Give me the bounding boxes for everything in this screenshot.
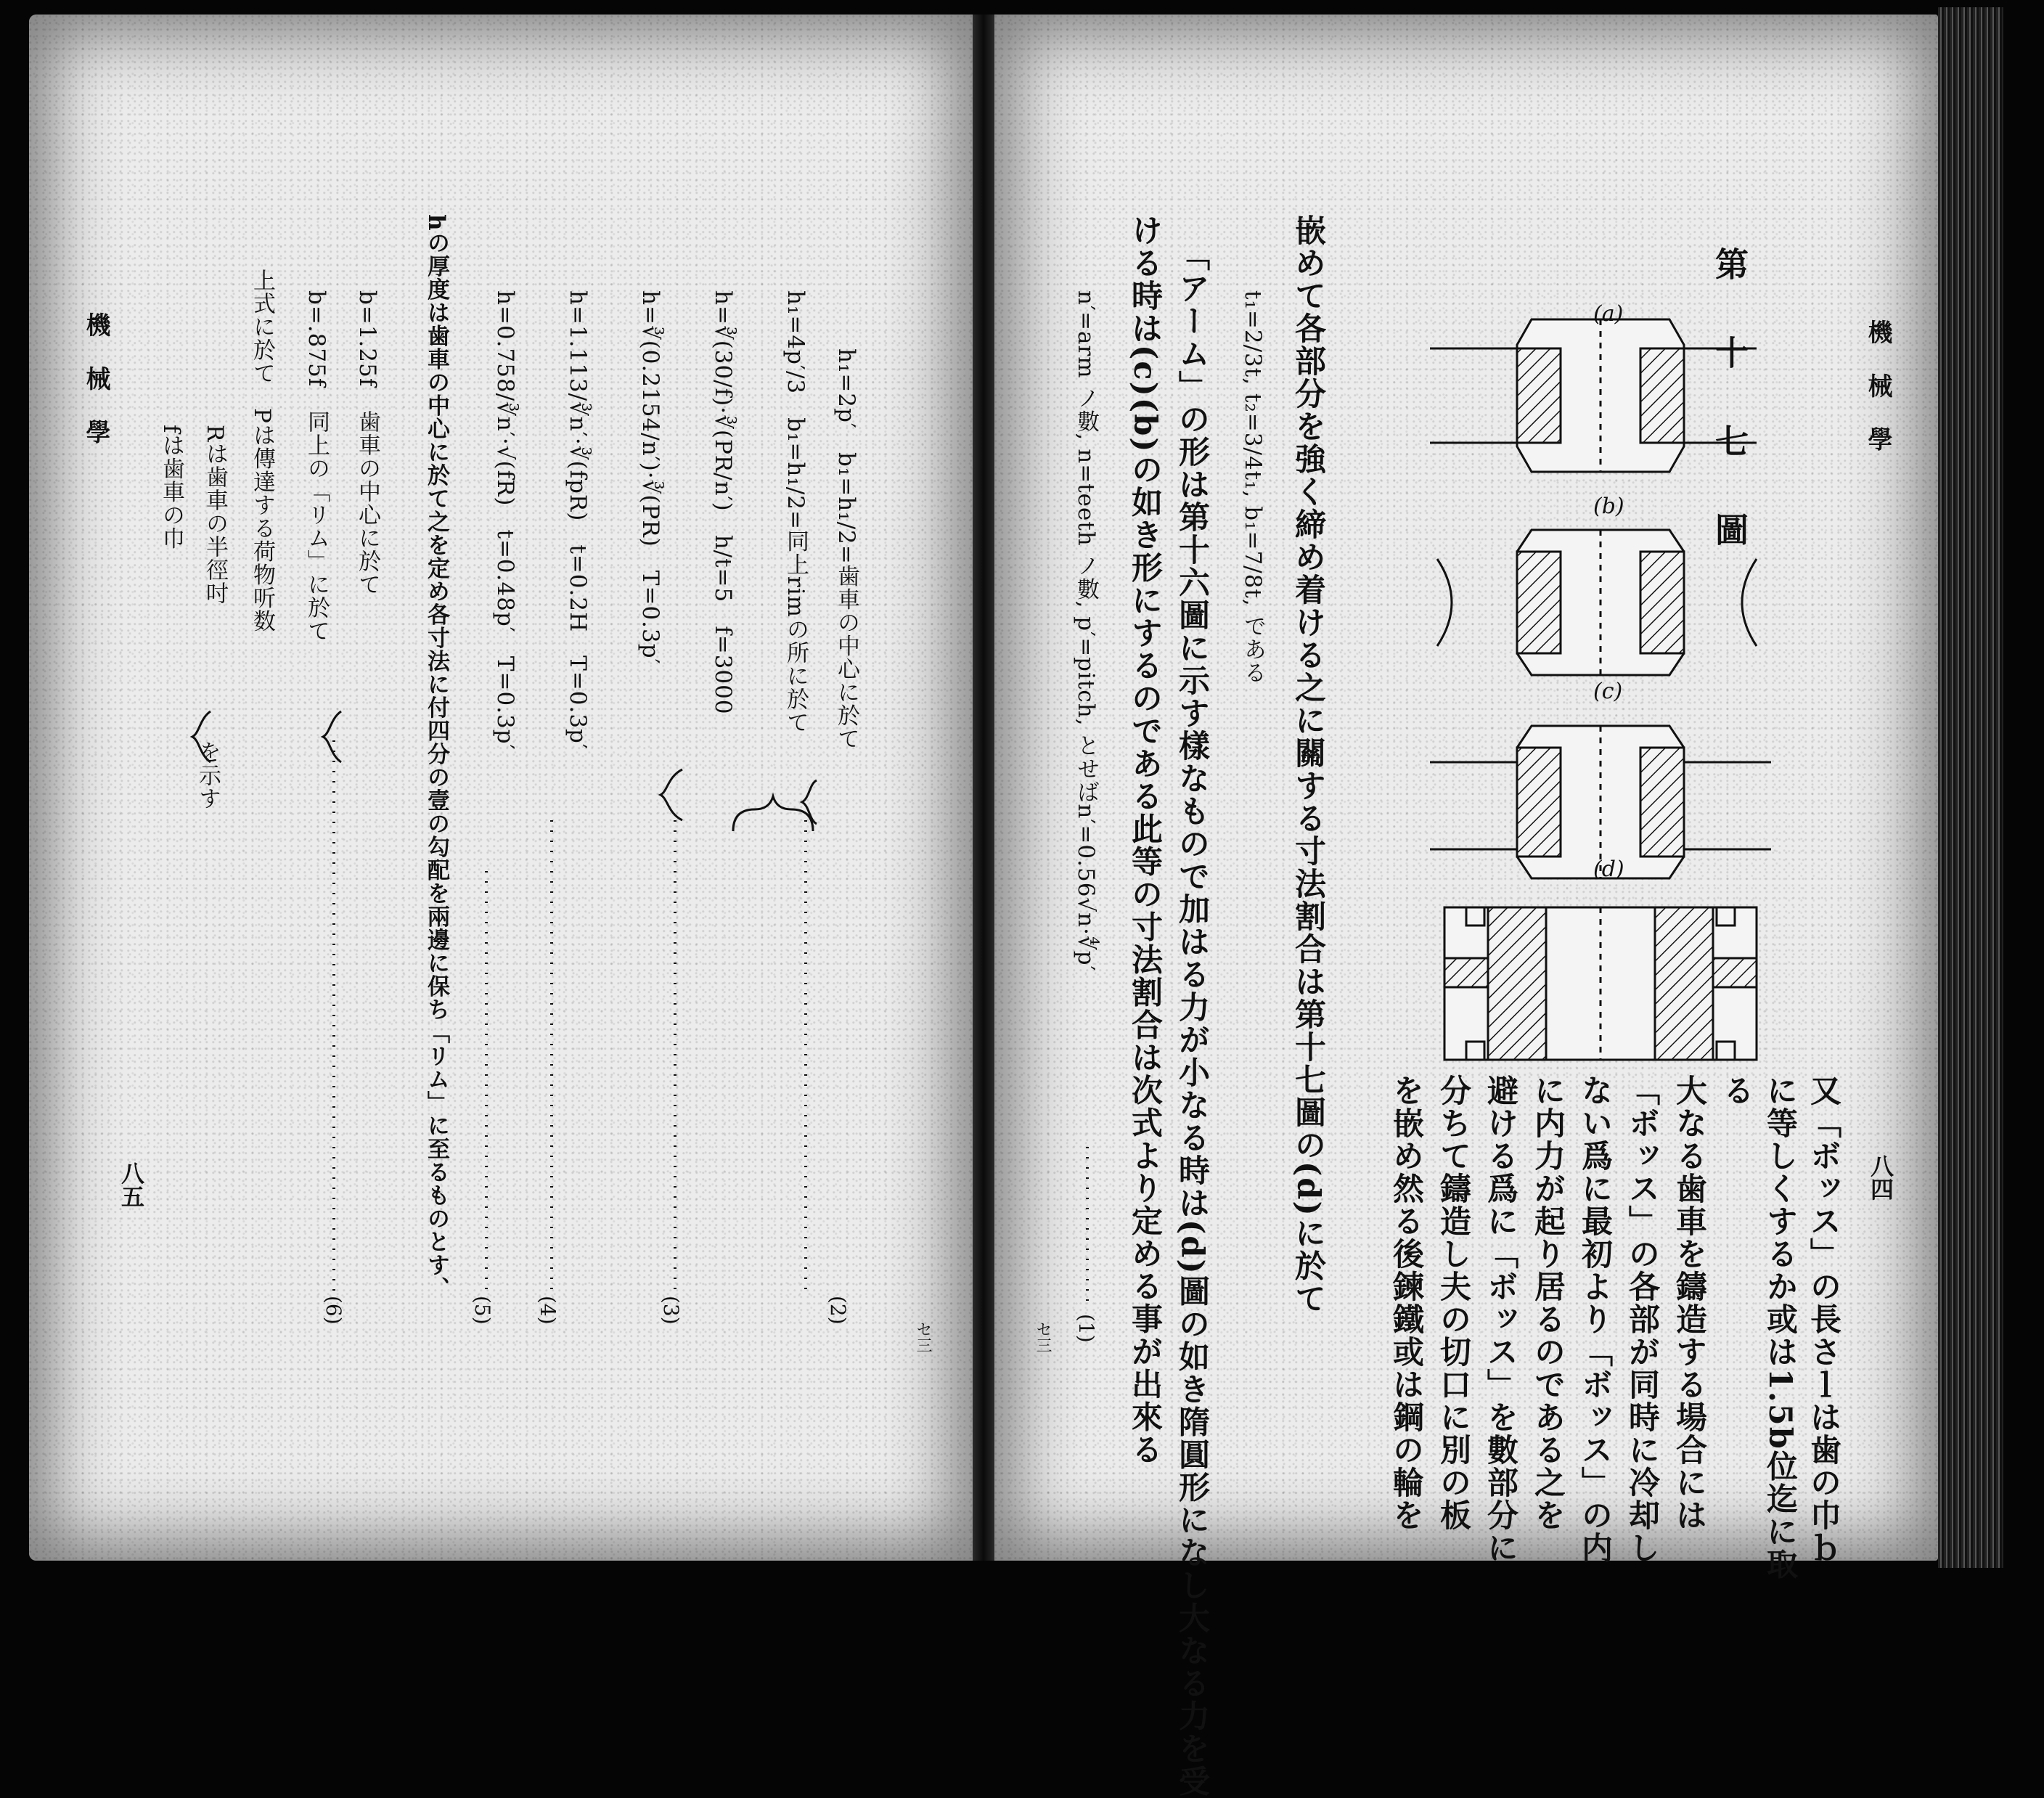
side-paragraph-line-7: に内力が起り居るのである之を	[1529, 1074, 1566, 1532]
right-running-header: 機 械 學	[1863, 319, 1892, 462]
formula-line-4: h=∛(0.2154/n′)·∛(PR) T=0.3p′	[637, 290, 663, 665]
formula-line-8: b=1.25f 歯車の中心に於て	[354, 290, 380, 597]
formula-line-2: h₁=4p′/3 b₁=h₁/2=同上rimの所に於て	[782, 290, 809, 735]
figure-label-a: (a)	[1593, 301, 1624, 327]
left-page-number: 八五	[118, 1161, 145, 1208]
main-paragraph-line-3: 「アーム」の形は第十六圖に示す樣なもので加はる力が小なる時は(d)圖の如き隋圓形になし大なる力を受	[1174, 240, 1210, 1798]
formula-line-1: h₁=2p′ b₁=h₁/2=歯車の中心に於て	[833, 348, 859, 751]
side-paragraph-line-5: 「ボッス」の各部が同時に冷却し	[1624, 1074, 1660, 1564]
book-spine	[973, 15, 994, 1561]
formula-line-7: hの厚度は歯車の中心に於て之を定め各寸法に付四分の壹の勾配を兩邊に保ち「リム」に至るものとす、	[423, 214, 449, 1300]
right-margin-annotation: セ三	[1034, 1321, 1052, 1353]
side-paragraph-line-9: 分ちて鑄造し夫の切口に別の板	[1435, 1074, 1471, 1532]
formula-line-10: 上式に於て Pは傳達する荷物听数	[249, 269, 275, 633]
left-page	[29, 15, 973, 1561]
formula-line-12: fは歯車の巾	[158, 425, 184, 550]
margin-annotation: セ三	[914, 1321, 932, 1353]
brace-note: を示す	[195, 740, 221, 810]
equation-number-3: (3)	[659, 1296, 683, 1325]
main-paragraph-line-4: ける時は(c)(b)の如き形にするのである此等の寸法割合は次式より定める事が出來る	[1127, 214, 1163, 1466]
side-paragraph-line-8: 避ける爲に「ボッス」を數部分に	[1482, 1074, 1518, 1564]
formula-line-6: h=0.758/∛n′·√(fR) t=0.48p′ T=0.3p′	[492, 290, 518, 751]
formula-line-11: Rは歯車の半徑吋	[202, 425, 228, 605]
brace-c	[323, 711, 341, 762]
main-paragraph-line-1: 嵌めて各部分を強く締め着ける之に關する寸法割合は第十七圖の(d)に於て	[1290, 214, 1326, 1315]
formula-line-9: b=.875f 同上の「リム」に於て	[303, 290, 330, 643]
right-leader-dots	[994, 15, 1938, 1561]
side-paragraph-line-3: る	[1718, 1074, 1754, 1107]
figure-label-d: (d)	[1593, 857, 1624, 882]
figure-label-c: (c)	[1593, 679, 1623, 704]
equation-number-2: (2)	[826, 1296, 850, 1325]
main-paragraph-line-5: n′=arm ノ數, n=teeth ノ數, p′=pitch, とせばn′=0.56√n·∜p′	[1073, 290, 1099, 972]
equation-number-4: (4)	[536, 1296, 560, 1325]
figure-title: 第 十 七 圖	[1710, 247, 1749, 568]
equation-number-5: (5)	[470, 1296, 494, 1325]
side-paragraph-line-6: ない爲に最初より「ボッス」の内	[1577, 1074, 1613, 1564]
side-paragraph-line-2: に等しくするか或は1.5b位迄に取	[1762, 1074, 1798, 1581]
right-page-number: 八四	[1867, 1154, 1894, 1201]
main-paragraph-line-2: t₁=2/3t, t₂=3/4t₁, b₁=7/8t, である	[1240, 290, 1266, 685]
left-running-header: 機 械 學	[81, 312, 110, 454]
equation-number-1: (1)	[1074, 1314, 1098, 1343]
book-page-edges	[1938, 7, 2003, 1568]
brace-b	[661, 769, 682, 820]
side-paragraph-line-4: 大なる歯車を鑄造する場合には	[1671, 1074, 1707, 1532]
formula-line-5: h=1.113/∛n′·∛(fpR) t=0.2H T=0.3p′	[565, 290, 591, 750]
side-paragraph-line-1: 又「ボッス」の長さｌは歯の巾ｂ	[1805, 1074, 1841, 1564]
left-braces-and-leaders	[29, 15, 973, 1561]
equation-number-6: (6)	[322, 1296, 346, 1325]
figure-label-b: (b)	[1593, 494, 1624, 519]
formula-line-3: h=∛(30/f)·∛(PR/n′) h/t=5 f=3000	[710, 290, 736, 715]
side-paragraph-line-10: を嵌め然る後鍊鐵或は鋼の輪を	[1388, 1074, 1424, 1532]
right-page	[994, 15, 1938, 1798]
